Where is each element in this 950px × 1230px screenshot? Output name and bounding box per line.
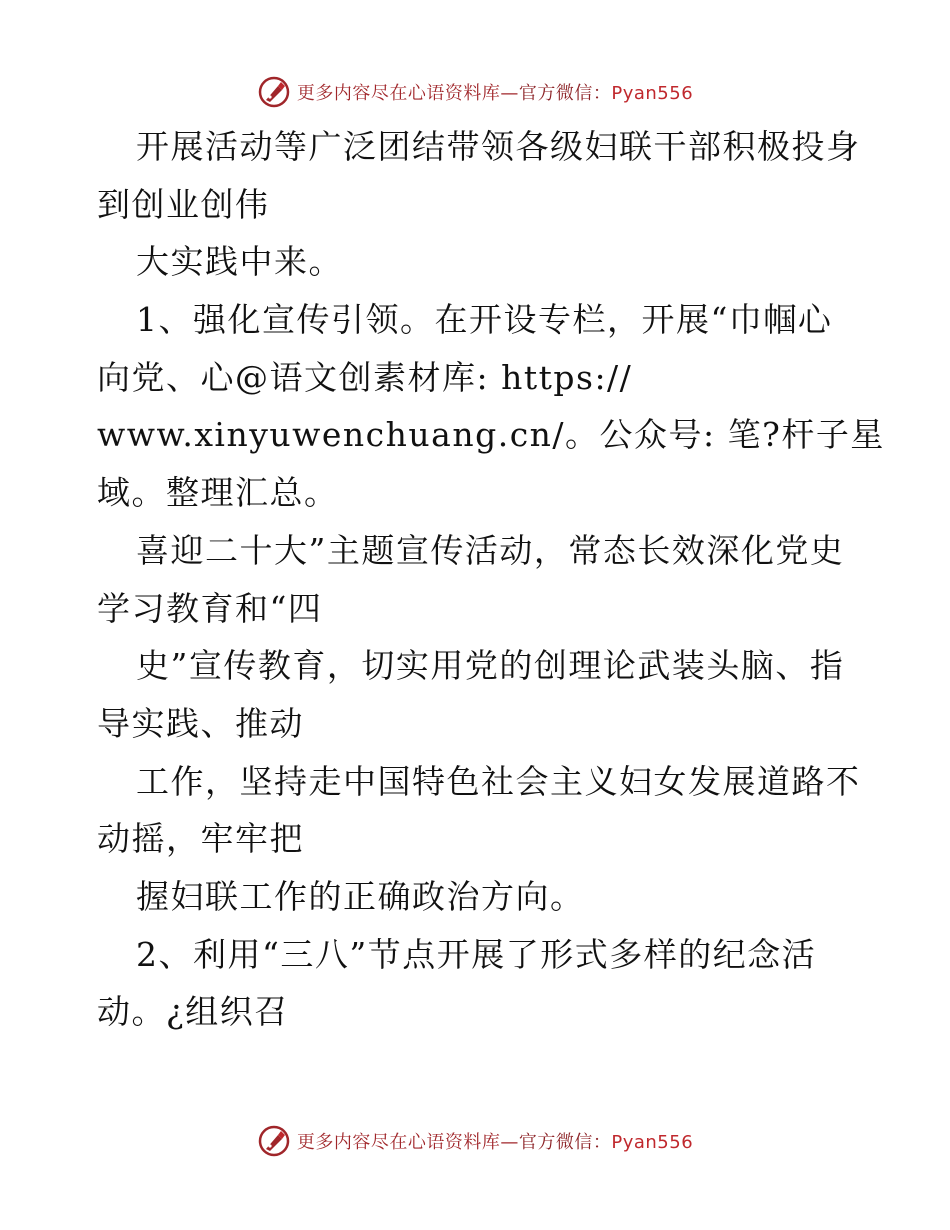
body-line: 1、强化宣传引领。在开设专栏，开展“巾帼心 [136, 300, 833, 340]
body-line: 握妇联工作的正确政治方向。 [136, 876, 585, 916]
body-line: 学习教育和“四 [97, 588, 323, 628]
pen-nib-logo-icon [257, 1124, 291, 1158]
footer-banner-text [297, 1128, 693, 1154]
header-slogan: 更多内容尽在心语资料库 [296, 83, 501, 104]
header-separator: — [500, 83, 519, 104]
body-line: 到创业创伟 [97, 184, 270, 224]
header-banner-text [297, 79, 693, 105]
document-body [97, 118, 885, 1041]
body-line: 工作，坚持走中国特色社会主义妇女发展道路不 [136, 761, 861, 801]
body-line: 导实践、推动 [97, 703, 304, 743]
body-line: 域。整理汇总。 [97, 473, 339, 513]
header-wechat-handle: Pyan556 [611, 83, 694, 104]
body-line: 大实践中来。 [136, 242, 343, 282]
footer-official-label: 官方微信： [518, 1132, 612, 1153]
body-line: 史”宣传教育，切实用党的创理论武装头脑、指 [136, 646, 845, 686]
body-line: 2、利用“三八”节点开展了形式多样的纪念活 [136, 934, 817, 974]
body-line: www.xinyuwenchuang.cn/。公众号: 笔?杆子星 [97, 415, 885, 455]
body-line: 向党、心@语文创素材库: https:// [97, 357, 633, 397]
footer-slogan: 更多内容尽在心语资料库 [296, 1132, 501, 1153]
body-line: 喜迎二十大”主题宣传活动，常态长效深化党史 [136, 530, 845, 570]
footer-wechat-handle: Pyan556 [611, 1132, 694, 1153]
pen-nib-logo-icon [257, 75, 291, 109]
body-line: 动。¿组织召 [97, 992, 289, 1032]
body-line: 开展活动等广泛团结带领各级妇联干部积极投身 [136, 127, 861, 166]
footer-watermark-banner [0, 1119, 950, 1163]
body-line: 动摇，牢牢把 [97, 819, 304, 859]
footer-separator: — [500, 1132, 519, 1153]
header-official-label: 官方微信： [518, 83, 612, 104]
header-watermark-banner [0, 70, 950, 114]
